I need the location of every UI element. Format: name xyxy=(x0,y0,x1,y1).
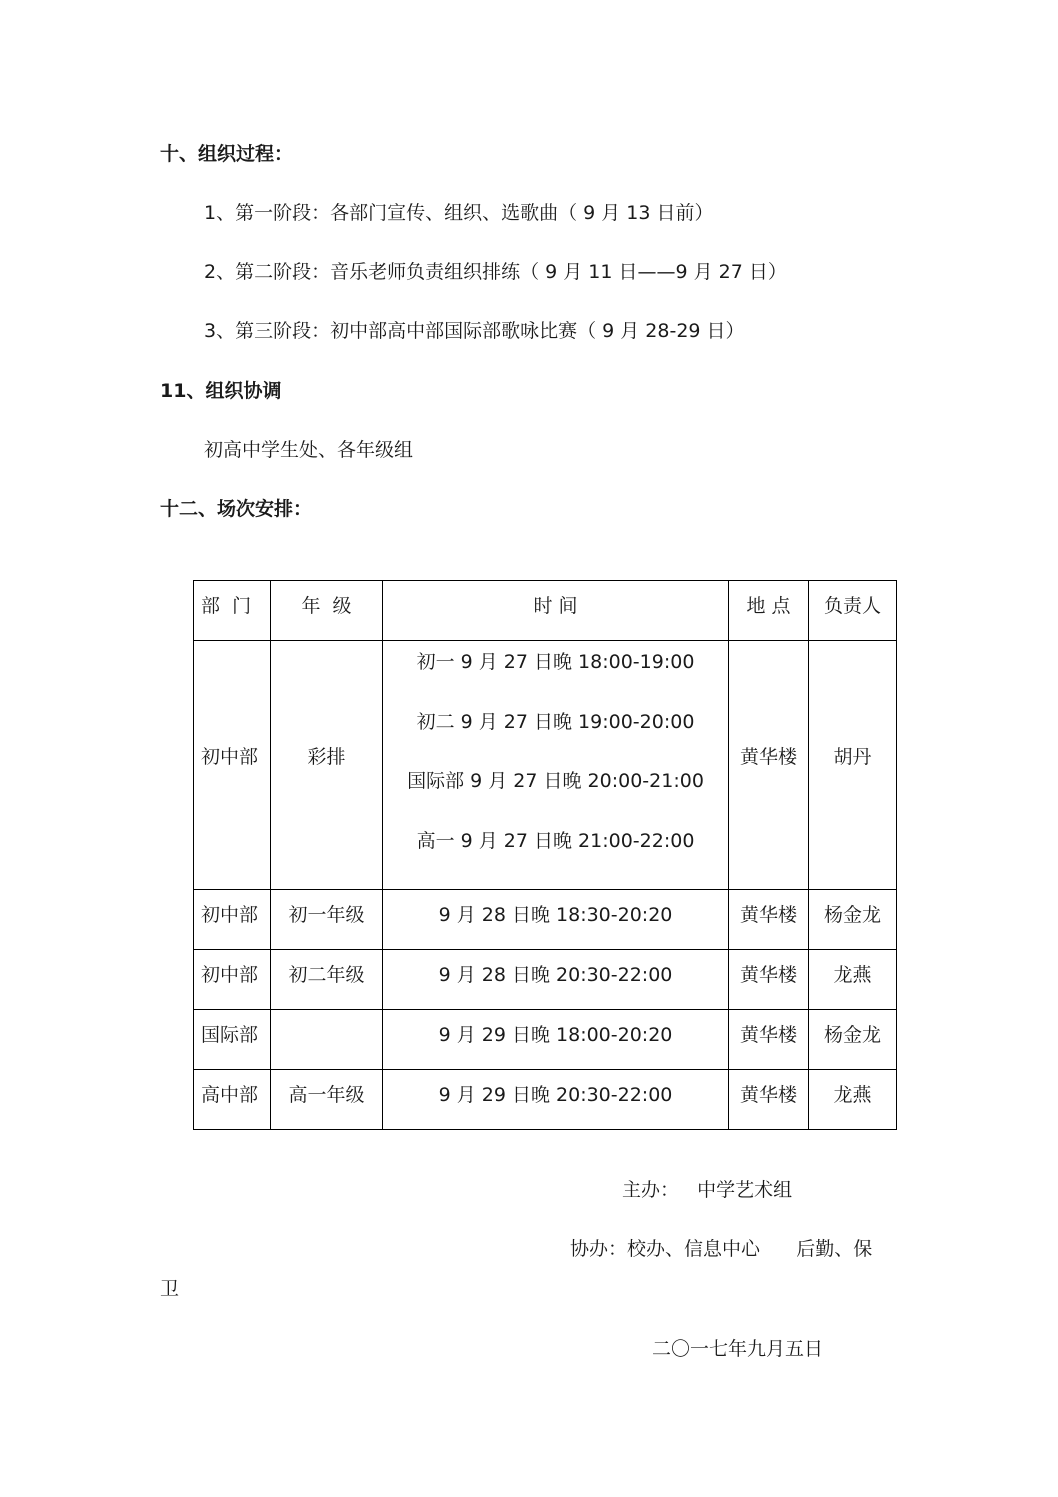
section-12-heading: 十二、场次安排： xyxy=(160,498,313,520)
rehearsal-place: 黄华楼 xyxy=(729,641,809,890)
table-row xyxy=(194,950,897,1010)
row-2-dept: 初中部 xyxy=(194,950,271,1010)
row-4-place: 黄华楼 xyxy=(729,1070,809,1130)
header-dept: 部 门 xyxy=(194,581,271,641)
row-4-person: 龙燕 xyxy=(809,1070,897,1130)
coordination-text: 初高中学生处、各年级组 xyxy=(204,439,414,461)
stage-2-text: 2、第二阶段：音乐老师负责组织排练（ 9 月 11 日——9 月 27 日） xyxy=(204,261,787,283)
header-time: 时 间 xyxy=(383,581,729,641)
row-1-person: 杨金龙 xyxy=(809,890,897,950)
row-3-person: 杨金龙 xyxy=(809,1010,897,1070)
rehearsal-time-1: 初一 9 月 27 日晚 18:00-19:00 xyxy=(416,651,695,673)
row-1-time: 9 月 28 日晚 18:30-20:20 xyxy=(383,890,729,950)
header-person: 负责人 xyxy=(809,581,897,641)
row-3-place: 黄华楼 xyxy=(729,1010,809,1070)
stage-3-text: 3、第三阶段：初中部高中部国际部歌咏比赛（ 9 月 28-29 日） xyxy=(204,320,745,342)
co-host-line: 协办：校办、信息中心 后勤、保 xyxy=(570,1238,873,1260)
table-row xyxy=(194,1070,897,1130)
row-3-grade xyxy=(271,1010,383,1070)
rehearsal-time-4: 高一 9 月 27 日晚 21:00-22:00 xyxy=(416,829,695,852)
row-2-place: 黄华楼 xyxy=(729,950,809,1010)
co-host-wrap: 卫 xyxy=(160,1278,180,1300)
row-2-grade: 初二年级 xyxy=(271,950,383,1010)
header-grade: 年 级 xyxy=(271,581,383,641)
rehearsal-time-3: 国际部 9 月 27 日晚 20:00-21:00 xyxy=(407,770,704,792)
row-1-grade: 初一年级 xyxy=(271,890,383,950)
row-3-time: 9 月 29 日晚 18:00-20:20 xyxy=(383,1010,729,1070)
row-4-grade: 高一年级 xyxy=(271,1070,383,1130)
schedule-table xyxy=(193,580,897,1130)
row-1-dept: 初中部 xyxy=(194,890,271,950)
row-4-dept: 高中部 xyxy=(194,1070,271,1130)
row-2-person: 龙燕 xyxy=(809,950,897,1010)
rehearsal-times xyxy=(383,641,729,890)
rehearsal-grade: 彩排 xyxy=(271,641,383,890)
rehearsal-person: 胡丹 xyxy=(809,641,897,890)
table-header-row xyxy=(194,581,897,641)
rehearsal-time-2: 初二 9 月 27 日晚 19:00-20:00 xyxy=(416,710,695,733)
section-10-heading: 十、组织过程： xyxy=(160,143,294,165)
table-row xyxy=(194,641,897,890)
header-place: 地 点 xyxy=(729,581,809,641)
table-row xyxy=(194,1010,897,1070)
stage-1-text: 1、第一阶段：各部门宣传、组织、选歌曲（ 9 月 13 日前） xyxy=(204,202,714,224)
host-line: 主办： 中学艺术组 xyxy=(622,1179,793,1201)
rehearsal-dept: 初中部 xyxy=(194,641,271,890)
row-4-time: 9 月 29 日晚 20:30-22:00 xyxy=(383,1070,729,1130)
table-row xyxy=(194,890,897,950)
date-line: 二〇一七年九月五日 xyxy=(652,1338,824,1360)
row-2-time: 9 月 28 日晚 20:30-22:00 xyxy=(383,950,729,1010)
row-1-place: 黄华楼 xyxy=(729,890,809,950)
section-11-heading: 11、组织协调 xyxy=(160,380,282,402)
row-3-dept: 国际部 xyxy=(194,1010,271,1070)
